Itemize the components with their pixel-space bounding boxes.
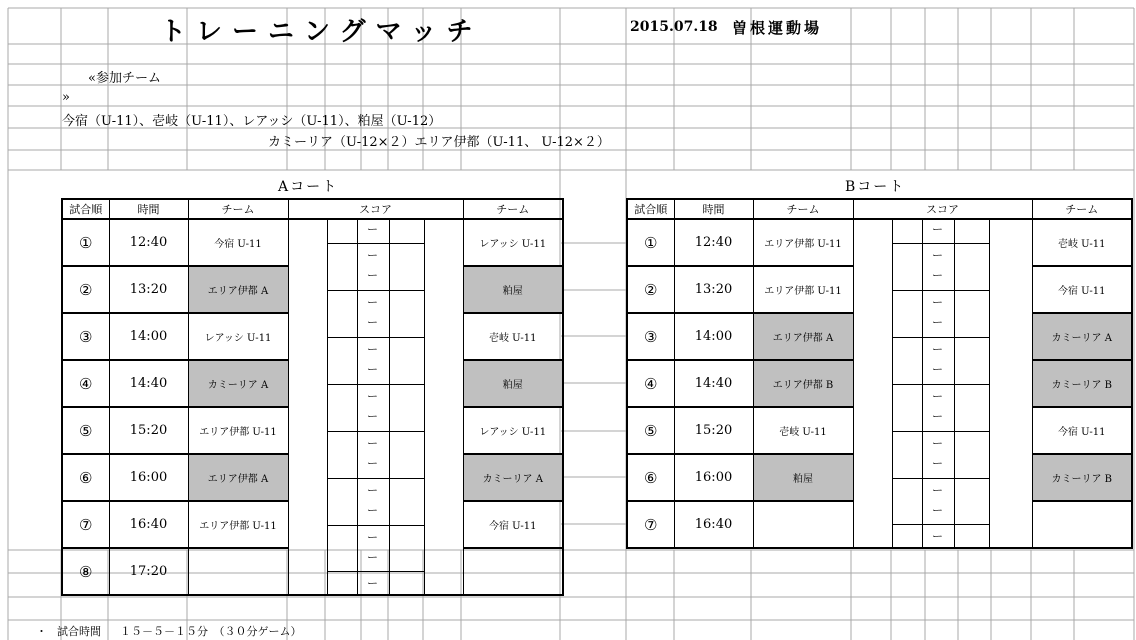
score-dash: ー — [932, 249, 943, 262]
match-order: ⑦ — [627, 501, 674, 548]
score-dash: ー — [367, 390, 378, 403]
score-cell — [288, 219, 463, 266]
b-match-row — [627, 313, 1132, 360]
teams-marker: » — [62, 90, 70, 105]
score-cell — [853, 454, 1032, 501]
score-cell — [288, 266, 463, 313]
score-dash: ー — [932, 390, 943, 403]
score-box — [327, 266, 425, 313]
b-match-row — [627, 454, 1132, 501]
a-match-row — [62, 219, 563, 266]
court-a-title: Aコート — [278, 179, 339, 195]
score-cell — [288, 501, 463, 548]
a-match-row — [62, 313, 563, 360]
away-team: 今宿 U-11 — [1032, 266, 1132, 313]
court-a-schedule — [61, 198, 564, 596]
home-team: カミーリア A — [188, 360, 288, 407]
match-order: ⑤ — [62, 407, 109, 454]
time-header: 時間 — [109, 199, 188, 219]
a-match-row — [62, 360, 563, 407]
score-cell — [288, 407, 463, 454]
home-team-header: チーム — [753, 199, 853, 219]
footer-value: １５－５－１５分 （３０分ゲーム） — [120, 625, 302, 638]
match-order: ④ — [62, 360, 109, 407]
score-dash: ー — [367, 316, 378, 329]
score-dash: ー — [932, 363, 943, 376]
score-dash: ー — [367, 577, 378, 590]
match-order: ③ — [627, 313, 674, 360]
score-dash: ー — [932, 223, 943, 236]
home-team: エリア伊都 B — [753, 360, 853, 407]
score-box — [892, 360, 990, 407]
score-dash: ー — [932, 457, 943, 470]
away-team: 粕屋 — [463, 266, 563, 313]
score-box — [327, 313, 425, 360]
match-time: 12:40 — [109, 219, 188, 266]
footer-label: 試合時間 — [57, 625, 101, 638]
score-box — [892, 501, 990, 547]
match-order: ① — [62, 219, 109, 266]
b-match-row — [627, 360, 1132, 407]
footer-bullet: ・ — [36, 625, 47, 638]
score-dash: ー — [932, 316, 943, 329]
match-order: ③ — [62, 313, 109, 360]
score-header: スコア — [288, 199, 463, 219]
match-time: 12:40 — [674, 219, 753, 266]
away-team: 壱岐 U-11 — [1032, 219, 1132, 266]
away-team: 壱岐 U-11 — [463, 313, 563, 360]
b-match-row — [627, 219, 1132, 266]
score-dash: ー — [367, 343, 378, 356]
order-header: 試合順 — [627, 199, 674, 219]
home-team-header: チーム — [188, 199, 288, 219]
score-box — [892, 266, 990, 313]
away-team: カミーリア A — [1032, 313, 1132, 360]
home-team: レアッシ U-11 — [188, 313, 288, 360]
court-b-header-row — [627, 199, 1132, 219]
home-team: 壱岐 U-11 — [753, 407, 853, 454]
score-dash: ー — [932, 504, 943, 517]
score-box — [327, 407, 425, 454]
away-team: 粕屋 — [463, 360, 563, 407]
score-dash: ー — [932, 343, 943, 356]
score-dash: ー — [367, 269, 378, 282]
score-cell — [288, 454, 463, 501]
away-team: レアッシ U-11 — [463, 407, 563, 454]
teams-line-1: 今宿（U-11）、壱岐（U-11）、レアッシ（U-11）、粕屋（U-12） — [62, 114, 442, 129]
away-team — [1032, 501, 1132, 548]
venue-name: 曽根運動場 — [732, 19, 823, 37]
b-match-row — [627, 407, 1132, 454]
score-cell — [853, 407, 1032, 454]
away-team: カミーリア B — [1032, 360, 1132, 407]
match-order: ⑥ — [62, 454, 109, 501]
score-cell — [853, 266, 1032, 313]
score-box — [327, 220, 425, 266]
order-header: 試合順 — [62, 199, 109, 219]
match-time: 16:00 — [109, 454, 188, 501]
b-match-row — [627, 501, 1132, 548]
score-dash: ー — [932, 410, 943, 423]
score-header: スコア — [853, 199, 1032, 219]
home-team: エリア伊都 U-11 — [188, 407, 288, 454]
match-order: ⑧ — [62, 548, 109, 595]
score-dash: ー — [367, 484, 378, 497]
match-time: 14:00 — [674, 313, 753, 360]
court-b-schedule — [626, 198, 1133, 549]
match-time: 16:40 — [109, 501, 188, 548]
match-order: ④ — [627, 360, 674, 407]
match-order: ① — [627, 219, 674, 266]
a-match-row — [62, 548, 563, 595]
match-order: ⑦ — [62, 501, 109, 548]
a-match-row — [62, 501, 563, 548]
score-box — [327, 548, 425, 594]
score-dash: ー — [932, 484, 943, 497]
away-team: カミーリア B — [1032, 454, 1132, 501]
court-b-title: Bコート — [845, 179, 906, 195]
match-order: ② — [627, 266, 674, 313]
match-time: 16:40 — [674, 501, 753, 548]
score-dash: ー — [932, 296, 943, 309]
score-dash: ー — [367, 363, 378, 376]
score-dash: ー — [367, 551, 378, 564]
match-time: 17:20 — [109, 548, 188, 595]
home-team: エリア伊都 U-11 — [188, 501, 288, 548]
court-a-header-row — [62, 199, 563, 219]
score-cell — [288, 548, 463, 595]
score-cell — [853, 501, 1032, 548]
away-team-header: チーム — [1032, 199, 1132, 219]
teams-line-2: カミーリア（U-12×２）エリア伊都（U-11、 U-12×２） — [268, 135, 610, 150]
match-time: 16:00 — [674, 454, 753, 501]
away-team — [463, 548, 563, 595]
home-team: エリア伊都 U-11 — [753, 266, 853, 313]
home-team: エリア伊都 U-11 — [753, 219, 853, 266]
score-box — [327, 360, 425, 407]
score-dash: ー — [367, 296, 378, 309]
match-order: ⑤ — [627, 407, 674, 454]
score-dash: ー — [367, 531, 378, 544]
match-time: 15:20 — [109, 407, 188, 454]
match-time: 14:00 — [109, 313, 188, 360]
a-match-row — [62, 407, 563, 454]
away-team: 今宿 U-11 — [463, 501, 563, 548]
match-time: 15:20 — [674, 407, 753, 454]
page-title: トレーニングマッチ — [160, 17, 483, 47]
score-cell — [853, 219, 1032, 266]
score-dash: ー — [367, 410, 378, 423]
score-dash: ー — [367, 249, 378, 262]
score-dash: ー — [932, 530, 943, 543]
home-team — [188, 548, 288, 595]
score-dash: ー — [932, 437, 943, 450]
match-time: 13:20 — [109, 266, 188, 313]
home-team: エリア伊都 A — [188, 266, 288, 313]
home-team: 今宿 U-11 — [188, 219, 288, 266]
score-cell — [853, 360, 1032, 407]
score-cell — [853, 313, 1032, 360]
score-box — [327, 501, 425, 548]
home-team: エリア伊都 A — [753, 313, 853, 360]
match-order: ⑥ — [627, 454, 674, 501]
teams-heading: «参加チーム — [88, 71, 161, 86]
score-dash: ー — [367, 437, 378, 450]
match-time: 14:40 — [674, 360, 753, 407]
score-box — [327, 454, 425, 501]
score-cell — [288, 360, 463, 407]
away-team: 今宿 U-11 — [1032, 407, 1132, 454]
home-team — [753, 501, 853, 548]
score-dash: ー — [367, 223, 378, 236]
score-box — [892, 407, 990, 454]
away-team: レアッシ U-11 — [463, 219, 563, 266]
a-match-row — [62, 266, 563, 313]
match-time: 13:20 — [674, 266, 753, 313]
score-box — [892, 454, 990, 501]
home-team: エリア伊都 A — [188, 454, 288, 501]
score-dash: ー — [932, 269, 943, 282]
a-match-row — [62, 454, 563, 501]
home-team: 粕屋 — [753, 454, 853, 501]
b-match-row — [627, 266, 1132, 313]
score-dash: ー — [367, 504, 378, 517]
match-order: ② — [62, 266, 109, 313]
match-time: 14:40 — [109, 360, 188, 407]
time-header: 時間 — [674, 199, 753, 219]
score-cell — [288, 313, 463, 360]
away-team-header: チーム — [463, 199, 563, 219]
match-date: 2015.07.18 — [630, 19, 718, 35]
away-team: カミーリア A — [463, 454, 563, 501]
score-box — [892, 313, 990, 360]
score-box — [892, 220, 990, 266]
score-dash: ー — [367, 457, 378, 470]
